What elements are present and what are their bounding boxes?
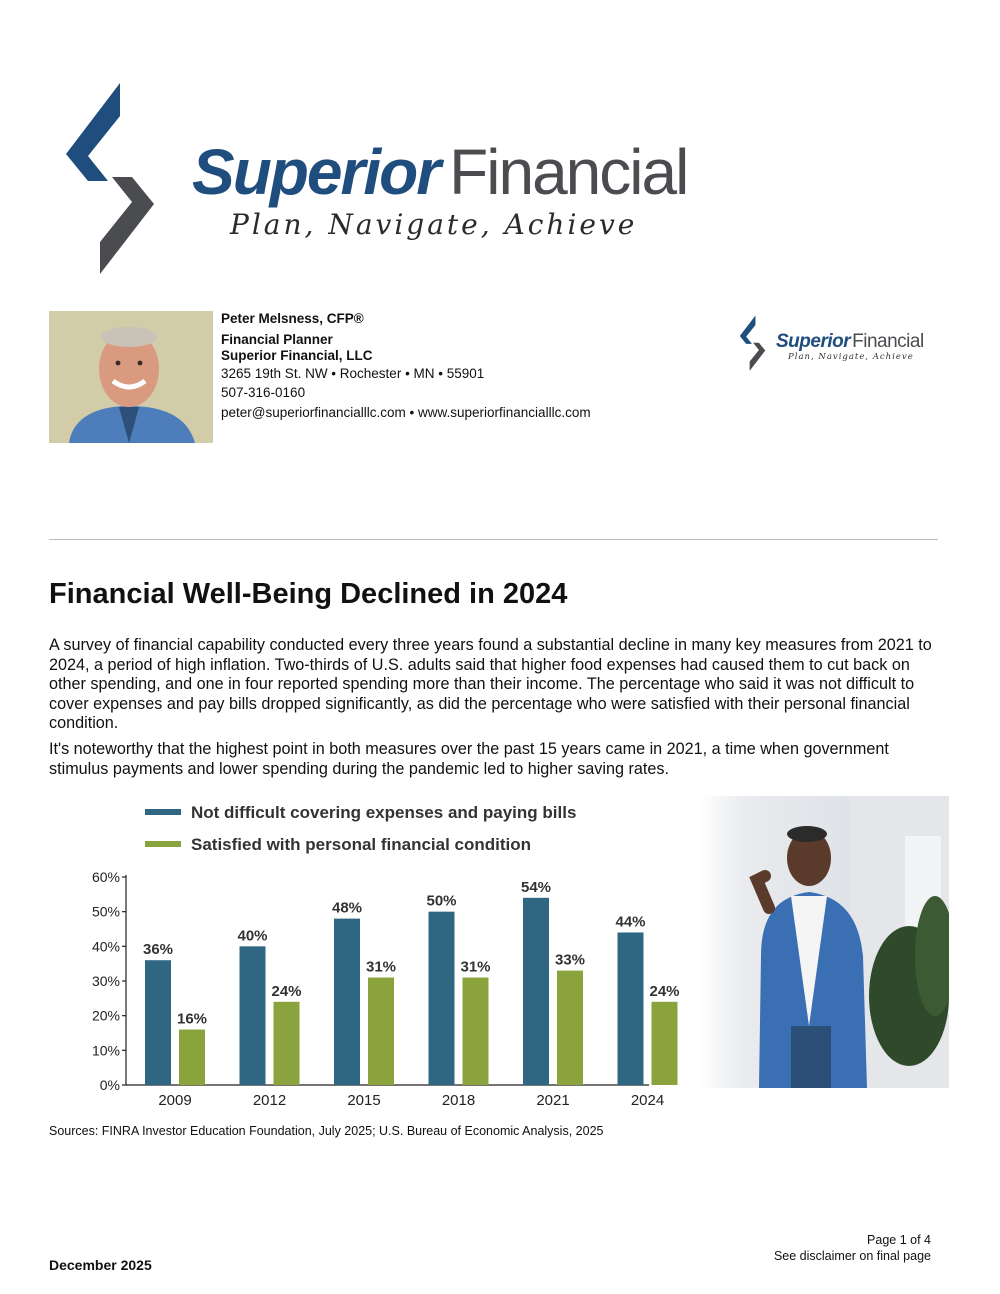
bar-satisfied xyxy=(179,1030,205,1085)
bar-satisfied xyxy=(368,978,394,1085)
brand-wordmark xyxy=(192,136,688,208)
data-label: 24% xyxy=(649,982,680,1000)
article-title: Financial Well-Being Declined in 2024 xyxy=(49,578,568,610)
x-tick-label: 2015 xyxy=(347,1092,381,1109)
bar-satisfied xyxy=(463,978,489,1085)
small-brand-name-regular: Financial xyxy=(852,331,924,352)
legend-swatch xyxy=(145,809,181,815)
article-paragraph-1: A survey of financial capability conducted every three years found a substantial decline in many key measures from 2021 to 2024, a period of high inflation. Two-thirds of U.S. adults said that higher food expenses had caused them to cut back on other spending, and one in four reported spending more than their income. The percentage who said it was not difficult to cover expenses and pay bills dropped significantly, as did the percentage who were satisfied with their personal financial condition. xyxy=(49,636,932,733)
data-label: 31% xyxy=(365,958,397,976)
legend-swatch xyxy=(145,841,181,847)
data-label: 36% xyxy=(142,941,174,959)
page-footer xyxy=(774,1232,931,1264)
x-tick-label: 2009 xyxy=(158,1092,192,1109)
data-label: 50% xyxy=(426,892,457,910)
small-brand-name-bold: Superior xyxy=(776,331,851,352)
sources-note: Sources: FINRA Investor Education Foundation, July 2025; U.S. Bureau of Economic Analysis, 2025 xyxy=(49,1124,604,1138)
y-tick-label: 30% xyxy=(91,973,120,989)
article-paragraph-2: It's noteworthy that the highest point in both measures over the past 15 years came in 2021, a time when government stimulus payments and lower spending during the pandemic led to higher saving rates. xyxy=(49,740,889,778)
bar-not-difficult xyxy=(429,912,455,1085)
data-label: 16% xyxy=(176,1010,208,1028)
legend-label: Not difficult covering expenses and paying bills xyxy=(191,803,577,822)
y-tick-label: 40% xyxy=(91,938,120,955)
logo-mark-small-icon xyxy=(738,314,770,372)
data-label: 54% xyxy=(520,878,552,896)
bar-not-difficult xyxy=(523,898,549,1085)
advisor-title: Financial Planner xyxy=(221,331,333,347)
disclaimer-note: See disclaimer on final page xyxy=(773,1249,931,1263)
data-label: 24% xyxy=(271,982,302,1000)
bar-not-difficult xyxy=(618,932,644,1085)
x-tick-label: 2018 xyxy=(441,1092,476,1109)
logo-mark-icon xyxy=(60,78,170,278)
advisor-company: Superior Financial, LLC xyxy=(221,347,373,363)
brand-tagline: Plan, Navigate, Achieve xyxy=(230,208,638,241)
data-label: 33% xyxy=(554,951,586,969)
bar-not-difficult xyxy=(145,960,171,1085)
data-label: 48% xyxy=(331,899,363,917)
chart-photo xyxy=(699,796,949,1088)
contact-block xyxy=(221,309,591,422)
advisor-name: Peter Melsness, CFP® xyxy=(221,311,364,326)
bar-not-difficult xyxy=(240,946,266,1085)
x-tick-label: 2012 xyxy=(252,1092,287,1109)
legend-label: Satisfied with personal financial condition xyxy=(191,835,532,854)
small-brand-tagline: Plan, Navigate, Achieve xyxy=(788,352,914,362)
page-number: Page 1 of 4 xyxy=(867,1233,931,1247)
brand-name-regular: Financial xyxy=(449,136,688,208)
advisor-photo xyxy=(49,311,213,443)
y-tick-label: 50% xyxy=(91,903,120,920)
advisor-email-web[interactable]: peter@superiorfinancialllc.com • www.superiorfinancialllc.com xyxy=(221,404,591,420)
y-tick-label: 10% xyxy=(91,1042,120,1059)
bar-satisfied xyxy=(652,1002,678,1085)
x-tick-label: 2024 xyxy=(630,1092,665,1109)
issue-date: December 2025 xyxy=(49,1257,152,1273)
y-tick-label: 60% xyxy=(91,869,120,885)
data-label: 31% xyxy=(460,958,491,976)
x-tick-label: 2021 xyxy=(536,1092,570,1109)
bar-not-difficult xyxy=(334,919,360,1085)
bar-satisfied xyxy=(274,1002,300,1085)
chart-canvas xyxy=(49,796,699,1116)
advisor-address: 3265 19th St. NW • Rochester • MN • 55901 xyxy=(221,365,485,381)
data-label: 44% xyxy=(615,913,646,931)
small-logo xyxy=(738,314,938,372)
advisor-phone: 507-316-0160 xyxy=(221,385,306,400)
bar-chart xyxy=(49,796,949,1116)
brand-name-bold: Superior xyxy=(192,136,440,208)
divider xyxy=(49,539,938,540)
y-tick-label: 0% xyxy=(99,1077,120,1093)
bar-satisfied xyxy=(557,971,583,1085)
y-tick-label: 20% xyxy=(91,1007,120,1024)
data-label: 40% xyxy=(237,927,268,945)
